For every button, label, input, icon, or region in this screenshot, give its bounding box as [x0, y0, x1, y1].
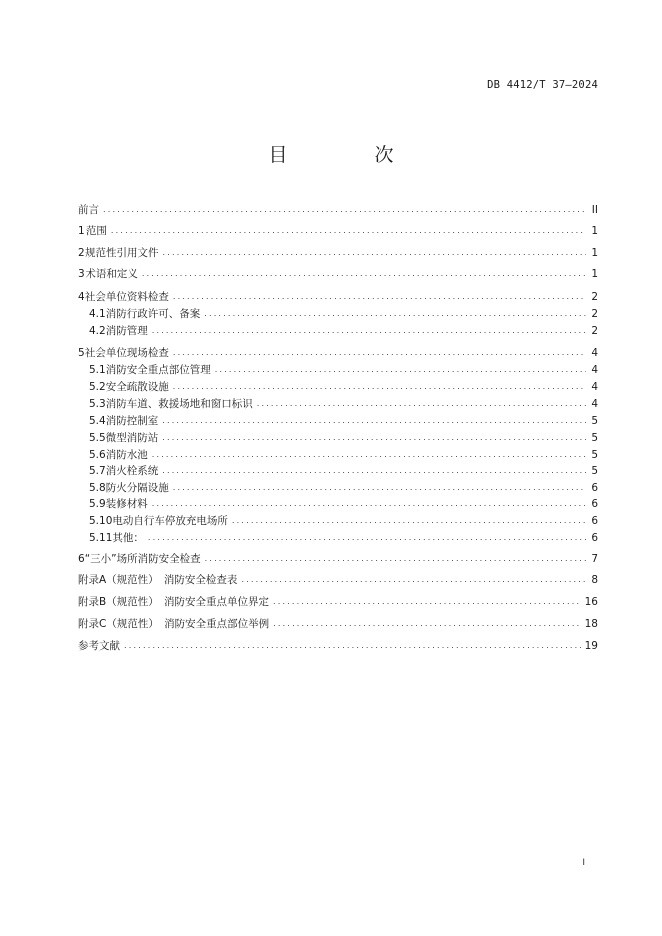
- toc-entry-label: 消防水池: [105, 449, 148, 461]
- toc-entry-label: 防火分隔设施: [105, 482, 169, 494]
- toc-entry-number: 5.11: [89, 531, 113, 544]
- toc-entry-page: 4: [591, 346, 598, 359]
- toc-entry-number: 5: [78, 346, 85, 359]
- toc-entry-number: 6: [78, 552, 85, 565]
- toc-entry-label: 术语和定义: [85, 268, 138, 280]
- toc-entry-page: 1: [591, 224, 598, 237]
- page-number: I: [582, 858, 585, 868]
- toc-entry[interactable]: [89, 495, 598, 512]
- toc-entry-label: 微型消防站: [105, 432, 159, 444]
- toc-entry-page: 19: [584, 639, 598, 652]
- toc-entry-page: 18: [584, 617, 598, 630]
- toc-leader-dots: [163, 244, 587, 261]
- toc-leader-dots: [232, 512, 586, 529]
- toc-entry[interactable]: [78, 222, 598, 239]
- toc-leader-dots: [215, 361, 586, 378]
- toc-entry-page: 16: [584, 595, 598, 608]
- toc-leader-dots: [205, 550, 586, 567]
- toc-entry-label: 附录B（规范性） 消防安全重点单位界定: [78, 596, 269, 608]
- toc-leader-dots: [152, 446, 586, 463]
- toc-entry[interactable]: [89, 462, 598, 479]
- toc-entry-label: 其他：: [112, 532, 144, 544]
- toc-entry[interactable]: [89, 446, 598, 463]
- toc-entry-label: 消防控制室: [105, 415, 159, 427]
- toc-entry-number: 1: [78, 224, 85, 237]
- toc-entry[interactable]: [78, 550, 598, 567]
- toc-entry-page: 1: [591, 246, 598, 259]
- toc-entry-label: “三小”场所消防安全检查: [84, 553, 201, 565]
- toc-entry[interactable]: [78, 637, 598, 654]
- toc-entry-page: 4: [591, 363, 598, 376]
- toc-entry-page: 6: [591, 497, 598, 510]
- toc-entry[interactable]: [89, 429, 598, 446]
- toc-entry-label: 附录A（规范性） 消防安全检查表: [78, 574, 238, 586]
- toc-entry-number: 5.7: [89, 464, 106, 477]
- toc-entry-page: 6: [591, 481, 598, 494]
- toc-entry-number: 5.6: [89, 448, 106, 461]
- toc-entry-label: 规范性引用文件: [85, 247, 159, 259]
- toc-entry-label: 电动自行车停放充电场所: [112, 515, 228, 527]
- toc-entry-number: 5.10: [89, 514, 113, 527]
- toc-entry-number: 5.1: [89, 363, 106, 376]
- toc-entry-label: 范围: [85, 225, 107, 237]
- toc-entry[interactable]: [89, 479, 598, 496]
- toc-entry-number: 5.5: [89, 431, 106, 444]
- toc-entry-label: 社会单位资料检查: [84, 291, 169, 303]
- toc-entry-label: 消火栓系统: [105, 465, 159, 477]
- toc-entry-page: 2: [591, 324, 598, 337]
- toc-entry-page: 8: [591, 573, 598, 586]
- toc-leader-dots: [273, 615, 581, 632]
- toc-entry-label: 社会单位现场检查: [84, 347, 169, 359]
- toc-entry-page: 6: [591, 514, 598, 527]
- toc-leader-dots: [173, 479, 586, 496]
- toc-entry-number: 3: [78, 267, 85, 280]
- toc-entry[interactable]: [89, 322, 598, 339]
- toc-entry[interactable]: [78, 244, 598, 261]
- toc-entry[interactable]: [78, 265, 598, 282]
- toc-leader-dots: [111, 222, 586, 239]
- toc-leader-dots: [162, 462, 586, 479]
- toc-entry-page: 2: [591, 307, 598, 320]
- toc-entry[interactable]: [89, 395, 598, 412]
- toc-entry-number: 5.9: [89, 497, 106, 510]
- toc-entry-label: 装修材料: [105, 498, 148, 510]
- toc-entry-number: 2: [78, 246, 85, 259]
- toc-entry-label: 附录C（规范性） 消防安全重点部位举例: [78, 618, 270, 630]
- toc-leader-dots: [162, 429, 586, 446]
- toc-entry[interactable]: [89, 512, 598, 529]
- toc-entry-number: 4.1: [89, 307, 106, 320]
- toc-entry-label: 前言: [78, 204, 99, 216]
- toc-leader-dots: [103, 201, 586, 218]
- toc-entry-page: 4: [591, 380, 598, 393]
- toc-entry-page: 2: [591, 290, 598, 303]
- toc-leader-dots: [173, 344, 586, 361]
- toc-leader-dots: [162, 412, 586, 429]
- toc-entry-number: 4: [78, 290, 85, 303]
- toc-entry[interactable]: [78, 288, 598, 305]
- toc-entry[interactable]: [78, 593, 598, 610]
- toc-entry[interactable]: [89, 361, 598, 378]
- toc-entry-number: 5.4: [89, 414, 106, 427]
- toc-entry-page: 5: [591, 414, 598, 427]
- toc-entry-label: 安全疏散设施: [105, 381, 169, 393]
- toc-entry-page: 5: [591, 464, 598, 477]
- toc-entry-label: 消防管理: [105, 325, 148, 337]
- toc-entry-label: 消防车道、救援场地和窗口标识: [105, 398, 253, 410]
- toc-entry-label: 消防安全重点部位管理: [105, 364, 211, 376]
- toc-entry-number: 5.2: [89, 380, 106, 393]
- toc-entry[interactable]: [78, 201, 598, 218]
- toc-entry-page: 4: [591, 397, 598, 410]
- toc-entry[interactable]: [78, 344, 598, 361]
- toc-leader-dots: [204, 305, 586, 322]
- toc-entry-page: 5: [591, 431, 598, 444]
- toc-entry-label: 消防行政许可、备案: [105, 308, 201, 320]
- page-title: 目 次: [268, 144, 428, 166]
- toc-entry-label: 参考文献: [78, 640, 120, 652]
- toc-entry-page: 5: [591, 448, 598, 461]
- toc-entry[interactable]: [78, 615, 598, 632]
- toc-entry[interactable]: [89, 529, 598, 546]
- toc-leader-dots: [148, 529, 586, 546]
- toc-leader-dots: [241, 571, 586, 588]
- toc-leader-dots: [273, 593, 581, 610]
- toc-entry-number: 5.3: [89, 397, 106, 410]
- toc-entry-page: 6: [591, 531, 598, 544]
- toc-leader-dots: [142, 265, 586, 282]
- toc-entry-number: 4.2: [89, 324, 106, 337]
- toc-leader-dots: [152, 495, 586, 512]
- toc-entry[interactable]: [78, 571, 598, 588]
- toc-entry-page: II: [591, 203, 598, 216]
- toc-leader-dots: [173, 378, 586, 395]
- toc-leader-dots: [124, 637, 581, 654]
- toc-leader-dots: [173, 288, 586, 305]
- toc-entry[interactable]: [89, 412, 598, 429]
- toc-entry-page: 1: [591, 267, 598, 280]
- document-code: DB 4412/T 37—2024: [487, 79, 598, 91]
- toc-leader-dots: [152, 322, 586, 339]
- toc-entry[interactable]: [89, 305, 598, 322]
- toc-entry[interactable]: [89, 378, 598, 395]
- toc-leader-dots: [257, 395, 586, 412]
- toc-entry-number: 5.8: [89, 481, 106, 494]
- toc-entry-page: 7: [591, 552, 598, 565]
